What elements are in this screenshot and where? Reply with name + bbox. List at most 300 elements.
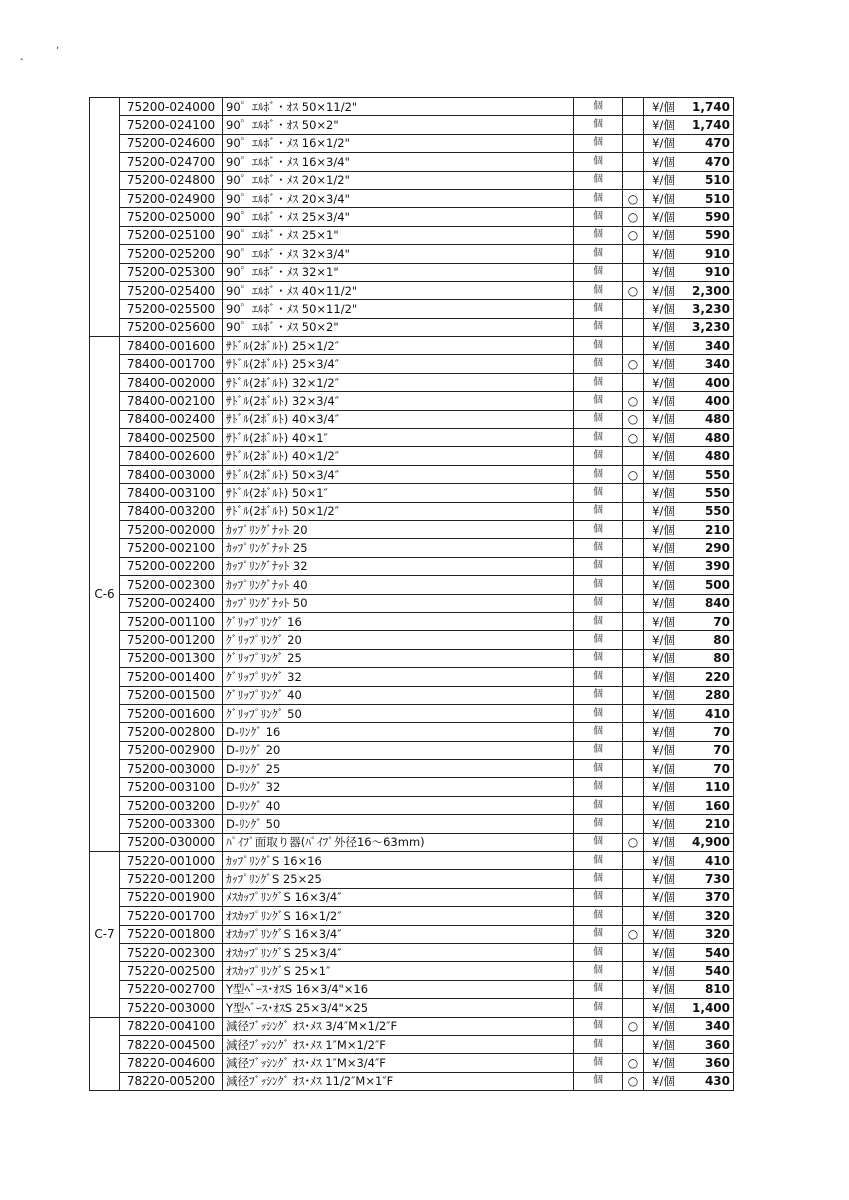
price-unit: ¥/個 <box>644 723 684 741</box>
stock-mark <box>623 888 644 906</box>
stock-mark <box>623 852 644 870</box>
price-unit: ¥/個 <box>644 1035 684 1053</box>
stock-mark <box>623 668 644 686</box>
unit-price: 2,300 <box>683 281 734 299</box>
product-name: ｻﾄﾞﾙ(2ﾎﾞﾙﾄ) 32×3/4″ <box>223 392 574 410</box>
product-name: ｸﾞﾘｯﾌﾟﾘﾝｸﾞ 32 <box>223 668 574 686</box>
product-name: D-ﾘﾝｸﾞ 32 <box>223 778 574 796</box>
unit-cell: 個 <box>574 925 623 943</box>
table-row <box>90 465 734 483</box>
table-row <box>90 153 734 171</box>
product-code: 75220-001800 <box>120 925 223 943</box>
price-unit: ¥/個 <box>644 226 684 244</box>
product-code: 78400-002500 <box>120 429 223 447</box>
unit-cell: 個 <box>574 1054 623 1072</box>
stock-mark <box>623 594 644 612</box>
stock-mark <box>623 263 644 281</box>
table-row <box>90 502 734 520</box>
unit-cell: 個 <box>574 962 623 980</box>
unit-cell: 個 <box>574 649 623 667</box>
product-name: ｵｽｶｯﾌﾟﾘﾝｸﾞS 16×1/2″ <box>223 907 574 925</box>
product-name: ｶｯﾌﾟﾘﾝｸﾞS 25×25 <box>223 870 574 888</box>
unit-cell: 個 <box>574 686 623 704</box>
stock-mark <box>623 943 644 961</box>
table-row <box>90 576 734 594</box>
stock-mark: ○ <box>623 833 644 851</box>
table-row <box>90 429 734 447</box>
product-name: ｻﾄﾞﾙ(2ﾎﾞﾙﾄ) 40×1/2″ <box>223 447 574 465</box>
table-row <box>90 594 734 612</box>
price-unit: ¥/個 <box>644 870 684 888</box>
price-unit: ¥/個 <box>644 429 684 447</box>
unit-price: 160 <box>683 796 734 814</box>
product-name: 90゜ｴﾙﾎﾞ・ﾒｽ 50×11/2" <box>223 300 574 318</box>
unit-cell: 個 <box>574 888 623 906</box>
table-row <box>90 962 734 980</box>
product-code: 75200-024900 <box>120 189 223 207</box>
table-row <box>90 741 734 759</box>
price-unit: ¥/個 <box>644 704 684 722</box>
product-code: 75220-003000 <box>120 999 223 1017</box>
product-name: 90゜ｴﾙﾎﾞ・ﾒｽ 16×1/2" <box>223 134 574 152</box>
unit-price: 410 <box>683 852 734 870</box>
unit-price: 470 <box>683 153 734 171</box>
unit-price: 3,230 <box>683 318 734 336</box>
product-code: 75200-002800 <box>120 723 223 741</box>
stock-mark <box>623 741 644 759</box>
unit-price: 910 <box>683 263 734 281</box>
stock-mark <box>623 612 644 630</box>
unit-price: 550 <box>683 465 734 483</box>
unit-price: 4,900 <box>683 833 734 851</box>
unit-cell: 個 <box>574 300 623 318</box>
stock-mark <box>623 870 644 888</box>
unit-cell: 個 <box>574 392 623 410</box>
unit-cell: 個 <box>574 907 623 925</box>
product-code: 75200-002900 <box>120 741 223 759</box>
stock-mark <box>623 576 644 594</box>
price-unit: ¥/個 <box>644 649 684 667</box>
table-row <box>90 1035 734 1053</box>
price-unit: ¥/個 <box>644 815 684 833</box>
product-name: 90゜ｴﾙﾎﾞ・ﾒｽ 20×3/4" <box>223 189 574 207</box>
unit-cell: 個 <box>574 760 623 778</box>
table-row <box>90 355 734 373</box>
price-unit: ¥/個 <box>644 980 684 998</box>
product-code: 75200-024100 <box>120 116 223 134</box>
product-code: 75200-025000 <box>120 208 223 226</box>
unit-cell: 個 <box>574 1072 623 1090</box>
stock-mark <box>623 171 644 189</box>
scan-mark: , <box>56 40 60 51</box>
product-code: 75200-025300 <box>120 263 223 281</box>
unit-cell: 個 <box>574 796 623 814</box>
unit-cell: 個 <box>574 576 623 594</box>
unit-cell: 個 <box>574 189 623 207</box>
table-row <box>90 631 734 649</box>
group-label: C-6 <box>90 337 120 852</box>
product-code: 75200-003200 <box>120 796 223 814</box>
table-row <box>90 668 734 686</box>
product-code: 78400-001600 <box>120 337 223 355</box>
table-row <box>90 1072 734 1090</box>
group-label <box>90 98 120 337</box>
stock-mark <box>623 134 644 152</box>
price-unit: ¥/個 <box>644 502 684 520</box>
unit-cell: 個 <box>574 171 623 189</box>
stock-mark: ○ <box>623 281 644 299</box>
product-name: D-ﾘﾝｸﾞ 20 <box>223 741 574 759</box>
unit-cell: 個 <box>574 741 623 759</box>
unit-price: 910 <box>683 245 734 263</box>
price-unit: ¥/個 <box>644 355 684 373</box>
table-row <box>90 208 734 226</box>
unit-price: 840 <box>683 594 734 612</box>
product-name: ｸﾞﾘｯﾌﾟﾘﾝｸﾞ 50 <box>223 704 574 722</box>
product-code: 75200-003300 <box>120 815 223 833</box>
product-name: ｵｽｶｯﾌﾟﾘﾝｸﾞS 16×3/4″ <box>223 925 574 943</box>
unit-cell: 個 <box>574 704 623 722</box>
product-name: 減径ﾌﾞｯｼﾝｸﾞ ｵｽ･ﾒｽ 1″M×3/4″F <box>223 1054 574 1072</box>
unit-price: 590 <box>683 208 734 226</box>
unit-price: 540 <box>683 943 734 961</box>
product-code: 75200-003000 <box>120 760 223 778</box>
unit-price: 430 <box>683 1072 734 1090</box>
stock-mark <box>623 907 644 925</box>
product-code: 75200-002200 <box>120 557 223 575</box>
unit-cell: 個 <box>574 245 623 263</box>
product-name: ｶｯﾌﾟﾘﾝｸﾞﾅｯﾄ 50 <box>223 594 574 612</box>
product-code: 75200-025400 <box>120 281 223 299</box>
unit-price: 590 <box>683 226 734 244</box>
unit-price: 340 <box>683 337 734 355</box>
product-name: ｵｽｶｯﾌﾟﾘﾝｸﾞS 25×3/4″ <box>223 943 574 961</box>
table-row <box>90 907 734 925</box>
stock-mark <box>623 760 644 778</box>
price-unit: ¥/個 <box>644 557 684 575</box>
stock-mark: ○ <box>623 410 644 428</box>
product-code: 75200-024800 <box>120 171 223 189</box>
price-unit: ¥/個 <box>644 925 684 943</box>
price-unit: ¥/個 <box>644 447 684 465</box>
product-name: 90゜ｴﾙﾎﾞ・ｵｽ 50×2" <box>223 116 574 134</box>
product-name: ｻﾄﾞﾙ(2ﾎﾞﾙﾄ) 50×1/2″ <box>223 502 574 520</box>
unit-cell: 個 <box>574 631 623 649</box>
unit-cell: 個 <box>574 1035 623 1053</box>
product-code: 78220-004100 <box>120 1017 223 1035</box>
price-unit: ¥/個 <box>644 318 684 336</box>
price-unit: ¥/個 <box>644 134 684 152</box>
unit-price: 280 <box>683 686 734 704</box>
product-code: 75200-001300 <box>120 649 223 667</box>
product-code: 75220-002300 <box>120 943 223 961</box>
unit-cell: 個 <box>574 465 623 483</box>
product-name: Y型ﾍﾞｰｽ･ｵｽS 16×3/4"×16 <box>223 980 574 998</box>
product-name: 90゜ｴﾙﾎﾞ・ﾒｽ 16×3/4" <box>223 153 574 171</box>
product-name: ｻﾄﾞﾙ(2ﾎﾞﾙﾄ) 50×3/4″ <box>223 465 574 483</box>
table-row <box>90 649 734 667</box>
price-unit: ¥/個 <box>644 1017 684 1035</box>
product-name: 90゜ｴﾙﾎﾞ・ﾒｽ 50×2" <box>223 318 574 336</box>
stock-mark <box>623 649 644 667</box>
product-name: ｶｯﾌﾟﾘﾝｸﾞS 16×16 <box>223 852 574 870</box>
product-code: 75220-002700 <box>120 980 223 998</box>
product-name: ｶｯﾌﾟﾘﾝｸﾞﾅｯﾄ 40 <box>223 576 574 594</box>
product-name: D-ﾘﾝｸﾞ 40 <box>223 796 574 814</box>
price-unit: ¥/個 <box>644 576 684 594</box>
unit-price: 110 <box>683 778 734 796</box>
table-row <box>90 189 734 207</box>
table-row <box>90 392 734 410</box>
unit-cell: 個 <box>574 208 623 226</box>
unit-cell: 個 <box>574 447 623 465</box>
product-name: D-ﾘﾝｸﾞ 25 <box>223 760 574 778</box>
product-name: 90゜ｴﾙﾎﾞ・ｵｽ 50×11/2" <box>223 98 574 116</box>
unit-price: 510 <box>683 189 734 207</box>
unit-cell: 個 <box>574 153 623 171</box>
product-name: ｻﾄﾞﾙ(2ﾎﾞﾙﾄ) 50×1″ <box>223 484 574 502</box>
unit-cell: 個 <box>574 410 623 428</box>
stock-mark <box>623 723 644 741</box>
table-row <box>90 245 734 263</box>
unit-cell: 個 <box>574 557 623 575</box>
product-name: ｸﾞﾘｯﾌﾟﾘﾝｸﾞ 25 <box>223 649 574 667</box>
product-code: 75220-001900 <box>120 888 223 906</box>
price-unit: ¥/個 <box>644 668 684 686</box>
unit-cell: 個 <box>574 337 623 355</box>
stock-mark <box>623 999 644 1017</box>
unit-cell: 個 <box>574 815 623 833</box>
unit-price: 320 <box>683 907 734 925</box>
price-unit: ¥/個 <box>644 852 684 870</box>
product-code: 78400-002400 <box>120 410 223 428</box>
unit-price: 510 <box>683 171 734 189</box>
price-unit: ¥/個 <box>644 373 684 391</box>
table-row <box>90 760 734 778</box>
group-label <box>90 1017 120 1091</box>
product-code: 75200-001400 <box>120 668 223 686</box>
product-name: ｵｽｶｯﾌﾟﾘﾝｸﾞS 25×1″ <box>223 962 574 980</box>
price-unit: ¥/個 <box>644 999 684 1017</box>
stock-mark: ○ <box>623 189 644 207</box>
price-unit: ¥/個 <box>644 281 684 299</box>
unit-cell: 個 <box>574 116 623 134</box>
stock-mark <box>623 98 644 116</box>
unit-price: 70 <box>683 723 734 741</box>
unit-cell: 個 <box>574 98 623 116</box>
unit-price: 470 <box>683 134 734 152</box>
table-row <box>90 796 734 814</box>
price-unit: ¥/個 <box>644 465 684 483</box>
product-code: 78400-003200 <box>120 502 223 520</box>
unit-cell: 個 <box>574 999 623 1017</box>
table-row <box>90 778 734 796</box>
product-code: 78400-003100 <box>120 484 223 502</box>
table-row <box>90 704 734 722</box>
product-code: 75220-002500 <box>120 962 223 980</box>
stock-mark <box>623 373 644 391</box>
price-unit: ¥/個 <box>644 778 684 796</box>
product-name: ｻﾄﾞﾙ(2ﾎﾞﾙﾄ) 25×1/2″ <box>223 337 574 355</box>
price-unit: ¥/個 <box>644 833 684 851</box>
unit-cell: 個 <box>574 281 623 299</box>
product-name: 90゜ｴﾙﾎﾞ・ﾒｽ 20×1/2" <box>223 171 574 189</box>
product-name: 90゜ｴﾙﾎﾞ・ﾒｽ 40×11/2" <box>223 281 574 299</box>
product-name: ｶｯﾌﾟﾘﾝｸﾞﾅｯﾄ 32 <box>223 557 574 575</box>
table-row <box>90 171 734 189</box>
table-row <box>90 520 734 538</box>
price-unit: ¥/個 <box>644 962 684 980</box>
stock-mark <box>623 539 644 557</box>
unit-cell: 個 <box>574 134 623 152</box>
unit-cell: 個 <box>574 870 623 888</box>
price-unit: ¥/個 <box>644 263 684 281</box>
unit-price: 3,230 <box>683 300 734 318</box>
stock-mark <box>623 520 644 538</box>
stock-mark <box>623 245 644 263</box>
product-code: 75200-002000 <box>120 520 223 538</box>
product-name: D-ﾘﾝｸﾞ 16 <box>223 723 574 741</box>
unit-price: 1,740 <box>683 116 734 134</box>
table-row <box>90 300 734 318</box>
product-name: ｸﾞﾘｯﾌﾟﾘﾝｸﾞ 40 <box>223 686 574 704</box>
table-row <box>90 999 734 1017</box>
product-name: 90゜ｴﾙﾎﾞ・ﾒｽ 25×3/4" <box>223 208 574 226</box>
stock-mark <box>623 962 644 980</box>
product-code: 78220-004500 <box>120 1035 223 1053</box>
unit-cell: 個 <box>574 852 623 870</box>
price-unit: ¥/個 <box>644 686 684 704</box>
unit-cell: 個 <box>574 484 623 502</box>
unit-price: 80 <box>683 649 734 667</box>
product-name: ｶｯﾌﾟﾘﾝｸﾞﾅｯﾄ 20 <box>223 520 574 538</box>
table-row <box>90 980 734 998</box>
stock-mark <box>623 116 644 134</box>
product-name: ｸﾞﾘｯﾌﾟﾘﾝｸﾞ 16 <box>223 612 574 630</box>
unit-price: 340 <box>683 1017 734 1035</box>
unit-cell: 個 <box>574 263 623 281</box>
stock-mark <box>623 1035 644 1053</box>
table-row <box>90 410 734 428</box>
table-row <box>90 723 734 741</box>
stock-mark: ○ <box>623 1072 644 1090</box>
table-row <box>90 612 734 630</box>
table-row <box>90 833 734 851</box>
unit-cell: 個 <box>574 612 623 630</box>
product-name: 90゜ｴﾙﾎﾞ・ﾒｽ 32×1" <box>223 263 574 281</box>
price-unit: ¥/個 <box>644 300 684 318</box>
stock-mark <box>623 447 644 465</box>
unit-price: 210 <box>683 815 734 833</box>
product-name: ｸﾞﾘｯﾌﾟﾘﾝｸﾞ 20 <box>223 631 574 649</box>
price-unit: ¥/個 <box>644 410 684 428</box>
unit-price: 500 <box>683 576 734 594</box>
product-name: 減径ﾌﾞｯｼﾝｸﾞ ｵｽ･ﾒｽ 1″M×1/2″F <box>223 1035 574 1053</box>
product-name: Y型ﾍﾞｰｽ･ｵｽS 25×3/4"×25 <box>223 999 574 1017</box>
unit-price: 70 <box>683 760 734 778</box>
unit-price: 80 <box>683 631 734 649</box>
stock-mark <box>623 704 644 722</box>
product-name: ﾒｽｶｯﾌﾟﾘﾝｸﾞS 16×3/4″ <box>223 888 574 906</box>
price-unit: ¥/個 <box>644 98 684 116</box>
product-code: 78400-001700 <box>120 355 223 373</box>
price-unit: ¥/個 <box>644 116 684 134</box>
table-row <box>90 447 734 465</box>
stock-mark <box>623 557 644 575</box>
stock-mark <box>623 980 644 998</box>
unit-cell: 個 <box>574 318 623 336</box>
table-row <box>90 925 734 943</box>
unit-cell: 個 <box>574 520 623 538</box>
product-code: 75200-024000 <box>120 98 223 116</box>
unit-price: 340 <box>683 355 734 373</box>
product-name: ﾊﾟｲﾌﾟ面取り器(ﾊﾟｲﾌﾟ外径16～63mm) <box>223 833 574 851</box>
stock-mark <box>623 631 644 649</box>
product-code: 75200-003100 <box>120 778 223 796</box>
stock-mark <box>623 778 644 796</box>
price-unit: ¥/個 <box>644 171 684 189</box>
unit-price: 480 <box>683 447 734 465</box>
product-code: 78400-002000 <box>120 373 223 391</box>
unit-cell: 個 <box>574 943 623 961</box>
unit-cell: 個 <box>574 539 623 557</box>
price-unit: ¥/個 <box>644 1072 684 1090</box>
unit-price: 550 <box>683 484 734 502</box>
table-row <box>90 539 734 557</box>
price-unit: ¥/個 <box>644 907 684 925</box>
stock-mark: ○ <box>623 1017 644 1035</box>
stock-mark: ○ <box>623 429 644 447</box>
product-code: 75200-025200 <box>120 245 223 263</box>
price-unit: ¥/個 <box>644 888 684 906</box>
unit-cell: 個 <box>574 833 623 851</box>
table-row <box>90 281 734 299</box>
price-unit: ¥/個 <box>644 208 684 226</box>
product-code: 78400-003000 <box>120 465 223 483</box>
product-code: 75200-025500 <box>120 300 223 318</box>
price-unit: ¥/個 <box>644 1054 684 1072</box>
stock-mark: ○ <box>623 208 644 226</box>
unit-price: 220 <box>683 668 734 686</box>
unit-price: 810 <box>683 980 734 998</box>
product-code: 75200-002300 <box>120 576 223 594</box>
product-code: 75200-001200 <box>120 631 223 649</box>
stock-mark: ○ <box>623 355 644 373</box>
price-unit: ¥/個 <box>644 741 684 759</box>
table-row <box>90 318 734 336</box>
table-row <box>90 686 734 704</box>
unit-price: 410 <box>683 704 734 722</box>
table-row <box>90 116 734 134</box>
table-row <box>90 1054 734 1072</box>
group-label: C-7 <box>90 852 120 1018</box>
price-unit: ¥/個 <box>644 392 684 410</box>
product-name: 減径ﾌﾞｯｼﾝｸﾞ ｵｽ･ﾒｽ 11/2″M×1″F <box>223 1072 574 1090</box>
unit-cell: 個 <box>574 429 623 447</box>
product-code: 75200-002400 <box>120 594 223 612</box>
price-unit: ¥/個 <box>644 153 684 171</box>
unit-price: 540 <box>683 962 734 980</box>
product-name: ｻﾄﾞﾙ(2ﾎﾞﾙﾄ) 40×3/4″ <box>223 410 574 428</box>
unit-price: 210 <box>683 520 734 538</box>
price-unit: ¥/個 <box>644 189 684 207</box>
unit-cell: 個 <box>574 723 623 741</box>
price-unit: ¥/個 <box>644 943 684 961</box>
table-row <box>90 1017 734 1035</box>
unit-price: 1,400 <box>683 999 734 1017</box>
price-unit: ¥/個 <box>644 612 684 630</box>
unit-price: 290 <box>683 539 734 557</box>
